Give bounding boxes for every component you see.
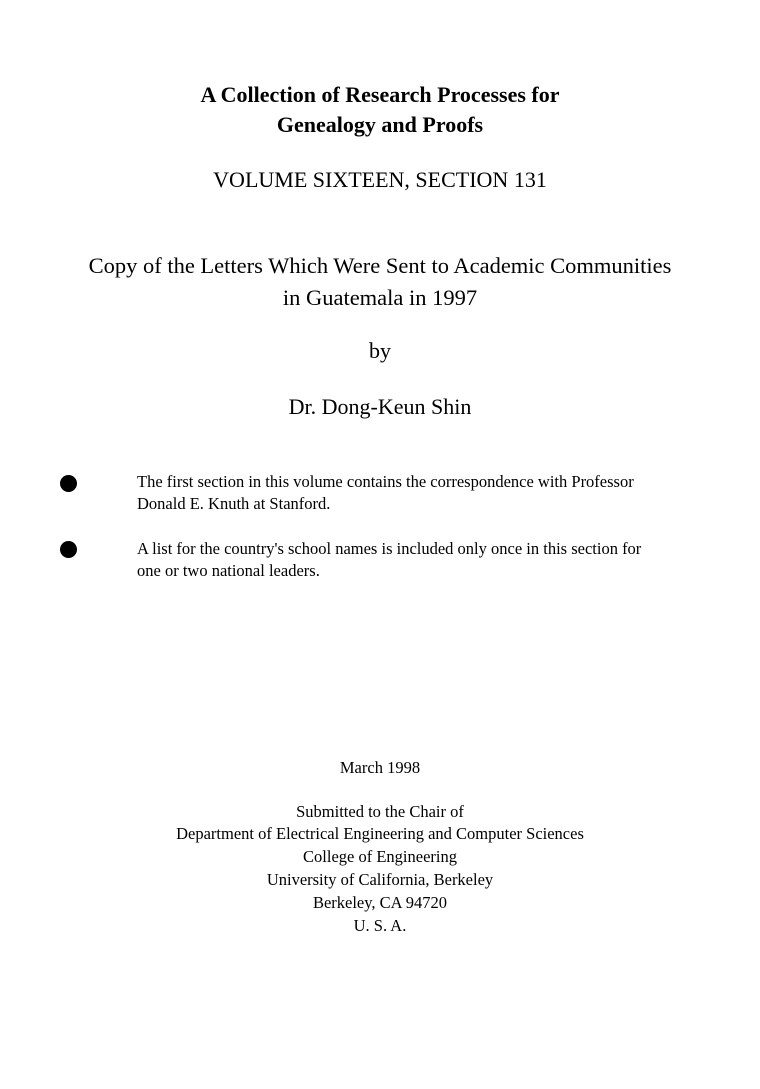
submission-line-2: Department of Electrical Engineering and Computer Sciences <box>176 824 584 843</box>
submission-line-4: University of California, Berkeley <box>266 870 494 889</box>
by-label: by <box>369 338 391 363</box>
bullet-2-dot <box>60 541 77 558</box>
submission-line-6: U. S. A. <box>353 916 407 935</box>
volume-heading: VOLUME SIXTEEN, SECTION 131 <box>213 167 547 192</box>
submission-line-1: Submitted to the Chair of <box>296 802 464 821</box>
date-label: March 1998 <box>339 758 421 777</box>
bullet-1-line-2: Donald E. Knuth at Stanford. <box>137 494 331 513</box>
submission-line-5: Berkeley, CA 94720 <box>312 893 448 912</box>
bullet-2-line-2: one or two national leaders. <box>137 561 320 580</box>
subtitle-line-1: Copy of the Letters Which Were Sent to Academic Communities <box>88 253 672 278</box>
author-name: Dr. Dong-Keun Shin <box>288 394 472 419</box>
bullet-2-line-1: A list for the country's school names is included only once in this section for <box>137 539 642 558</box>
bullet-2-text <box>137 538 737 582</box>
subtitle-line-2: in Guatemala in 1997 <box>282 285 478 310</box>
bullet-1-line-1: The first section in this volume contains the correspondence with Professor <box>137 472 634 491</box>
title-line-1: A Collection of Research Processes for <box>200 82 560 107</box>
title-line-2: Genealogy and Proofs <box>276 112 484 137</box>
submission-line-3: College of Engineering <box>303 847 457 866</box>
bullet-1-dot <box>60 475 77 492</box>
bullet-1-text <box>137 471 737 515</box>
